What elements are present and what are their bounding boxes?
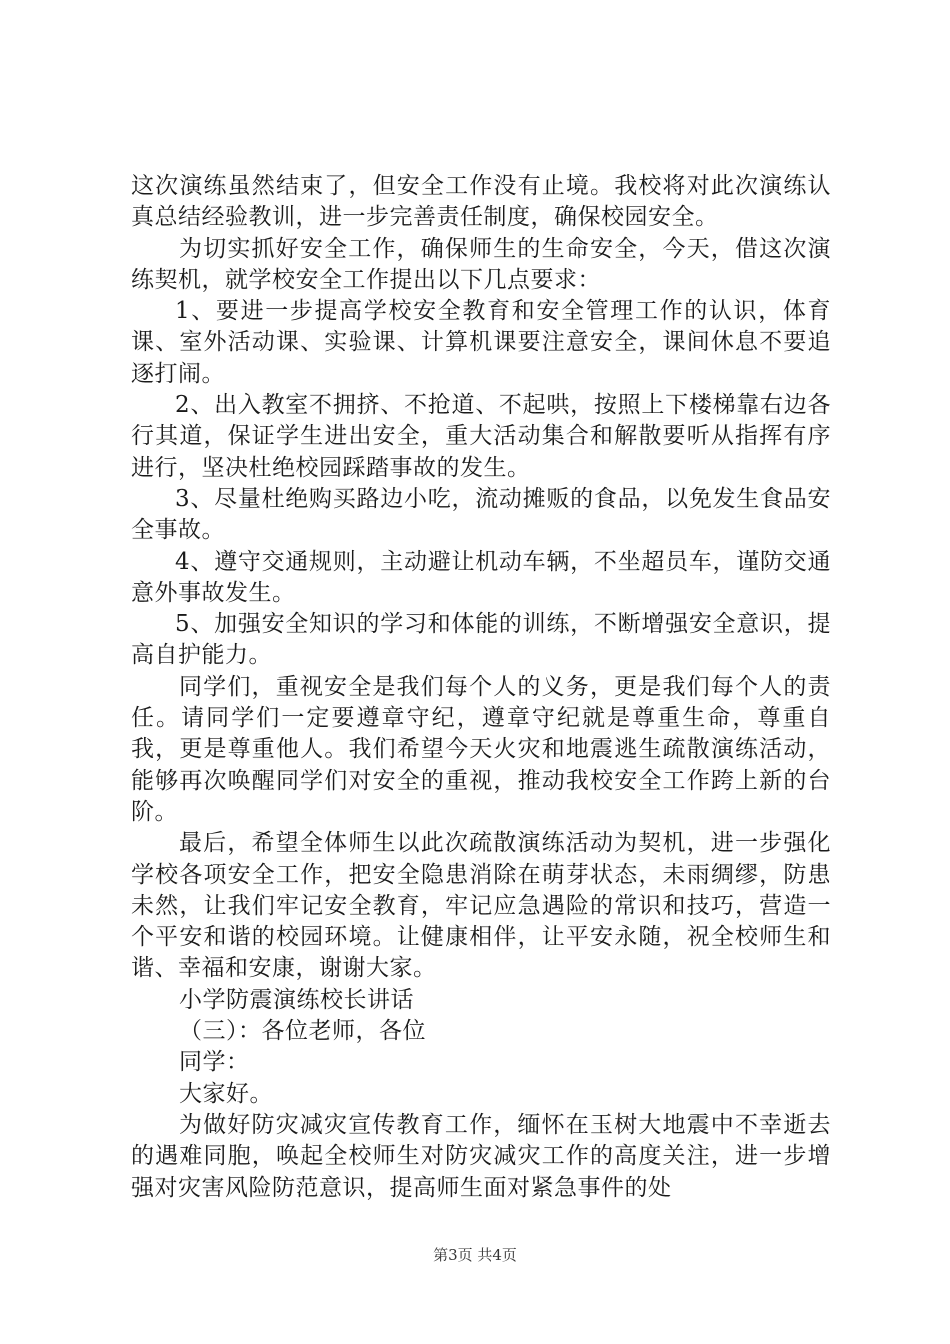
- paragraph-students-duty: 同学们，重视安全是我们每个人的义务，更是我们每个人的责任。请同学们一定要遵章守纪，遵章守纪就是尊重生命，尊重自我，更是尊重他人。我们希望今天火灾和地震逃生疏散演练活动，能够再次唤醒同学们对安全的重视，推动我校安全工作跨上新的台阶。: [131, 673, 831, 825]
- paragraph-closing: 最后，希望全体师生以此次疏散演练活动为契机，进一步强化学校各项安全工作，把安全隐患消除在萌芽状态，未雨绸缪，防患未然，让我们牢记安全教育，牢记应急遇险的常识和技巧，营造一个平安和谐的校园环境。让健康相伴，让平安永随，祝全校师生和谐、幸福和安康，谢谢大家。: [131, 830, 831, 982]
- paragraph-drill-summary: 这次演练虽然结束了，但安全工作没有止境。我校将对此次演练认真总结经验教训，进一步完善责任制度，确保校园安全。: [131, 173, 831, 231]
- page-number-footer: 第3页 共4页: [433, 1246, 517, 1264]
- document-body: [131, 171, 831, 1204]
- section-subtitle: （三）：各位老师，各位: [179, 1018, 426, 1045]
- greeting: 大家好。: [179, 1080, 273, 1107]
- salutation: 同学：: [179, 1049, 250, 1076]
- paragraph-requirement-5: 5、加强安全知识的学习和体能的训练，不断增强安全意识，提高自护能力。: [131, 611, 831, 669]
- paragraph-requirement-2: 2、出入教室不拥挤、不抢道、不起哄，按照上下楼梯靠右边各行其道，保证学生进出安全，重大活动集合和解散要听从指挥有序进行，坚决杜绝校园踩踏事故的发生。: [131, 392, 831, 481]
- paragraph-requirement-1: 1、要进一步提高学校安全教育和安全管理工作的认识，体育课、室外活动课、实验课、计算机课要注意安全，课间休息不要追逐打闹。: [131, 298, 831, 387]
- paragraph-requirement-4: 4、遵守交通规则，主动避让机动车辆，不坐超员车，谨防交通意外事故发生。: [131, 548, 831, 606]
- paragraph-requirements-intro: 为切实抓好安全工作，确保师生的生命安全，今天，借这次演练契机，就学校安全工作提出以下几点要求：: [131, 235, 831, 293]
- section-title: 小学防震演练校长讲话: [179, 986, 414, 1013]
- paragraph-disaster-prevention: 为做好防灾减灾宣传教育工作，缅怀在玉树大地震中不幸逝去的遇难同胞，唤起全校师生对防灾减灾工作的高度关注，进一步增强对灾害风险防范意识，提高师生面对紧急事件的处: [131, 1111, 831, 1201]
- paragraph-requirement-3: 3、尽量杜绝购买路边小吃，流动摊贩的食品，以免发生食品安全事故。: [131, 485, 831, 544]
